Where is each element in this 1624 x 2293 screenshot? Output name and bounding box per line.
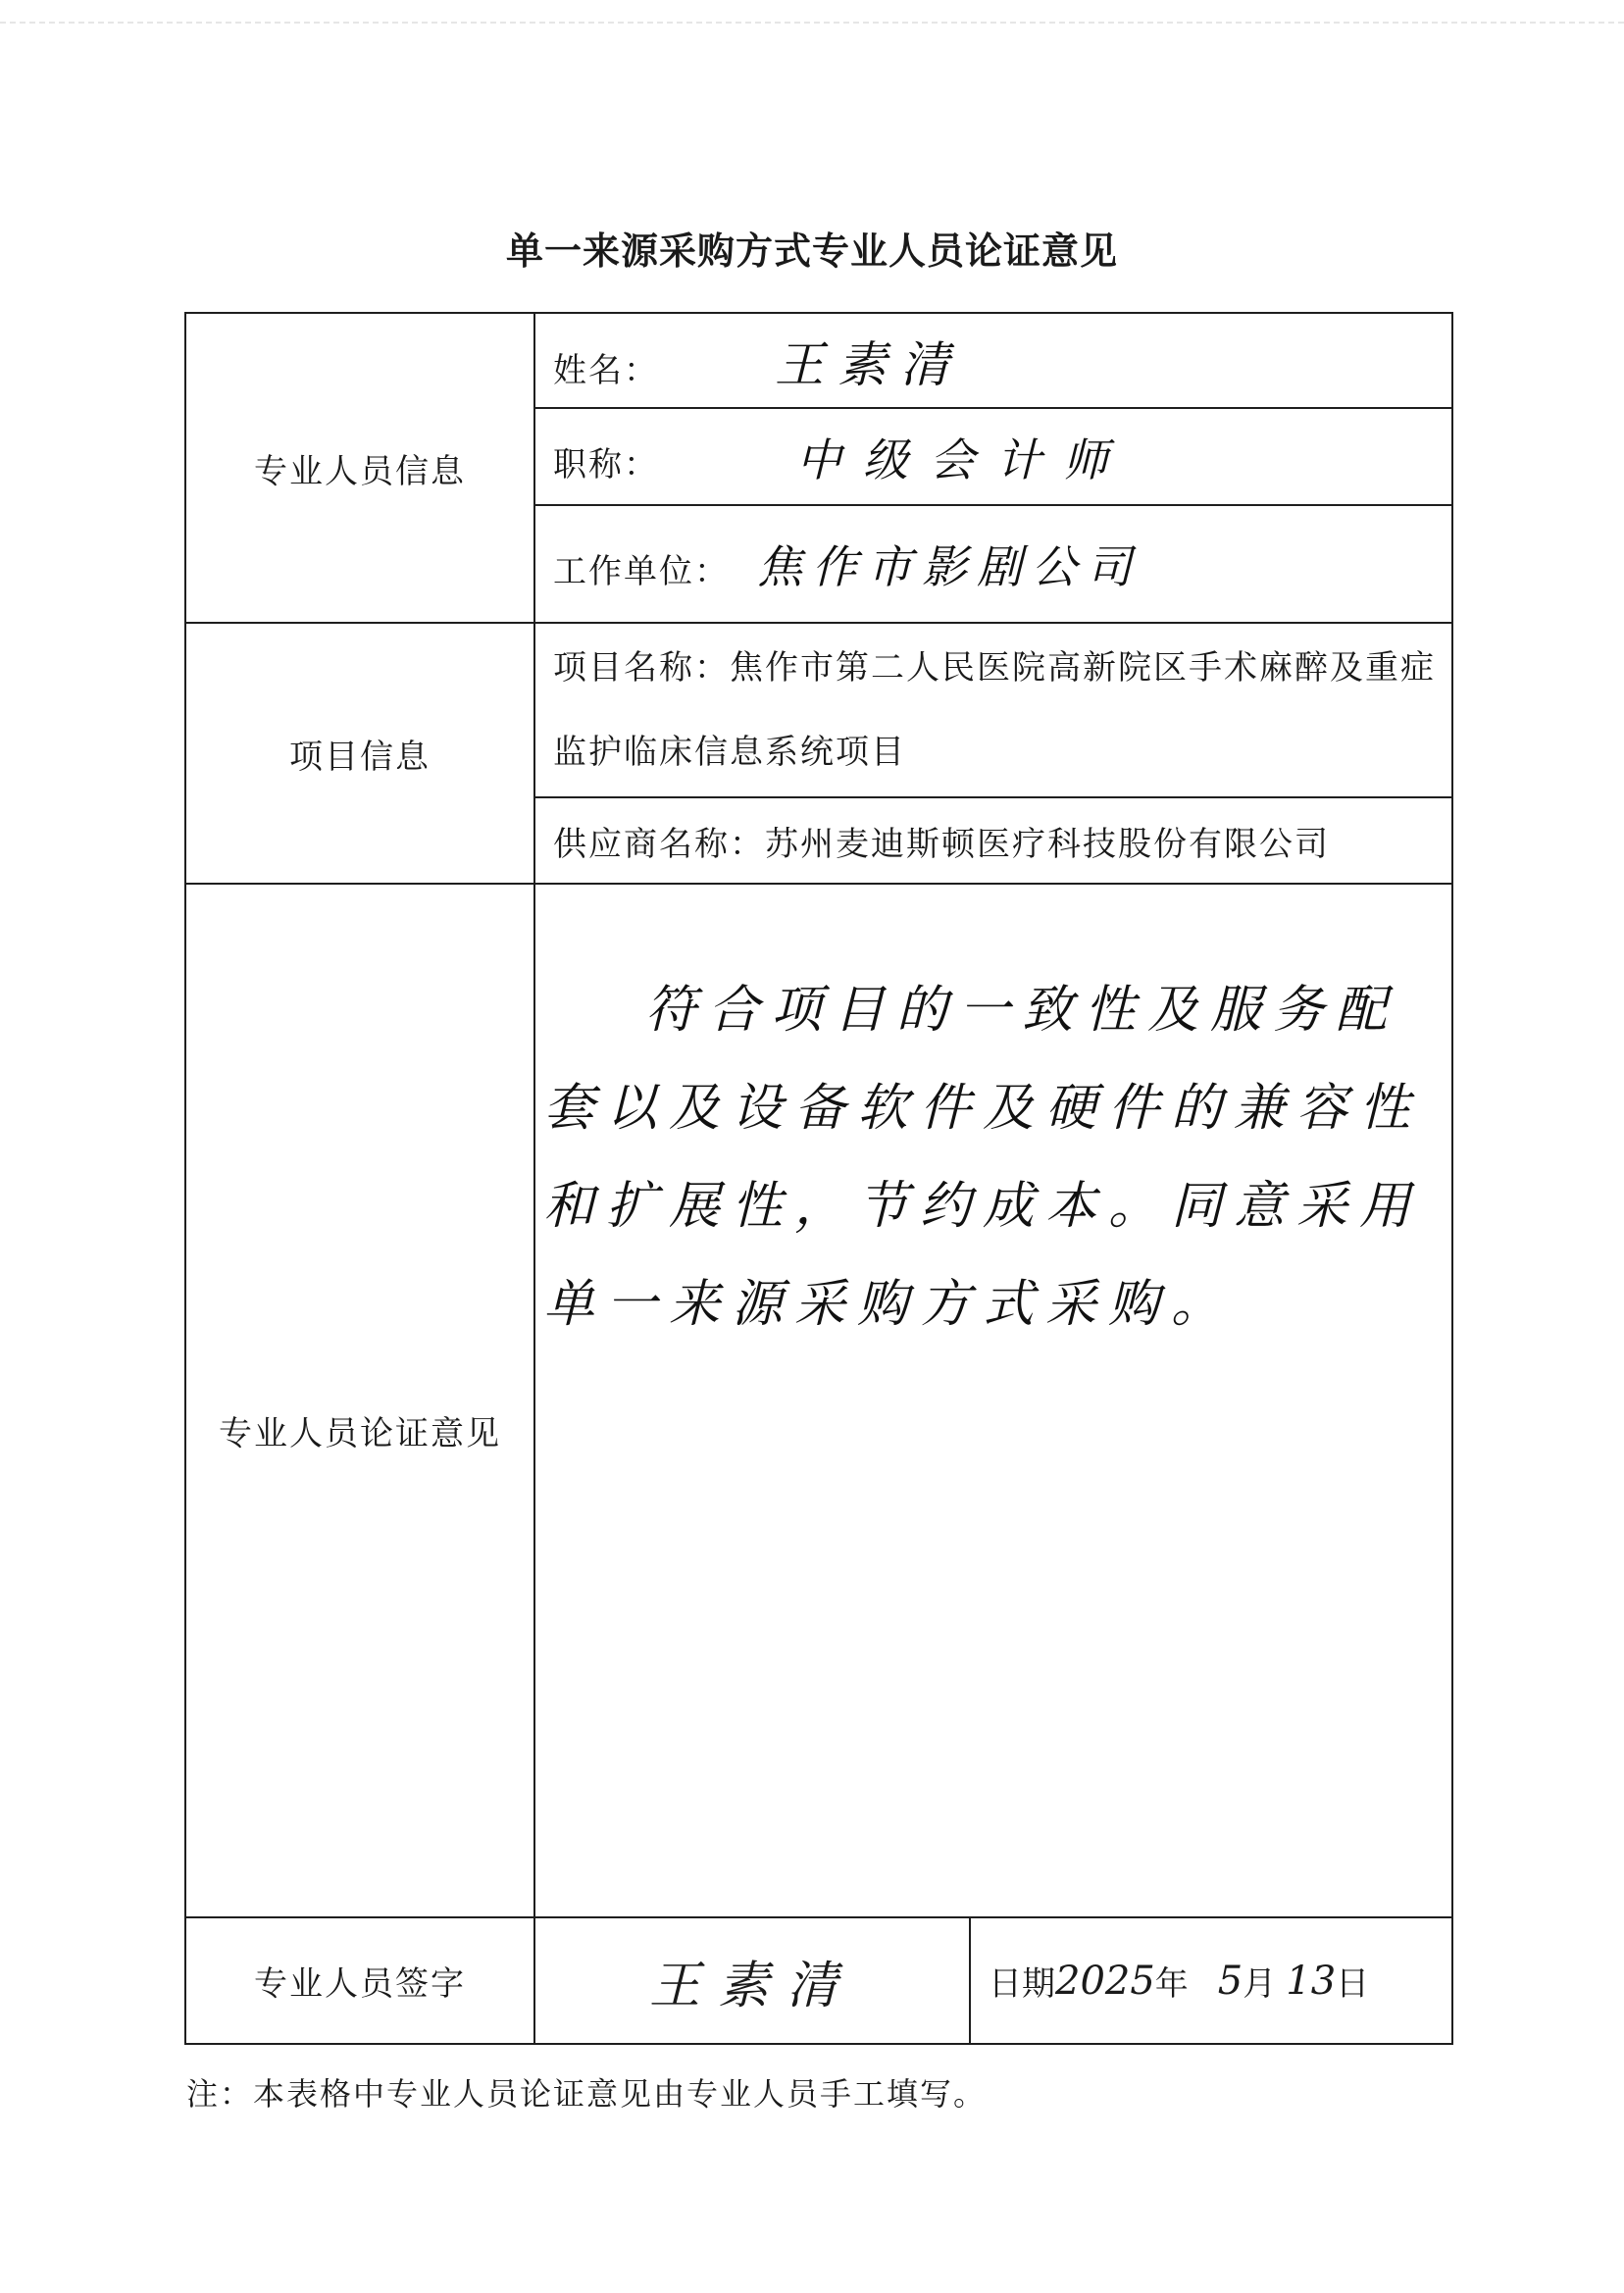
supplier-row — [534, 797, 1452, 884]
name-label: 姓名： — [553, 350, 659, 390]
page-top-rule — [0, 22, 1624, 24]
signature-name-cell — [535, 1918, 971, 2043]
employer-label: 工作单位： — [553, 552, 730, 591]
signature-label: 专业人员签字 — [185, 1917, 534, 2044]
form-table — [184, 312, 1453, 2045]
employer-row — [534, 505, 1452, 623]
name-value: 王素清 — [775, 335, 963, 393]
name-row — [534, 313, 1452, 408]
title-row — [534, 408, 1452, 505]
project-name-value: 焦作市第二人民医院高新院区手术麻醉及重症监护临床信息系统项目 — [553, 648, 1436, 772]
signature-name: 王素清 — [648, 1957, 855, 2015]
opinion-text: 符合项目的一致性及服务配套以及设备软件及硬件的兼容性和扩展性，节约成本。同意采用单一来源采购方式采购。 — [543, 981, 1423, 1334]
project-name-label: 项目名称： — [553, 648, 730, 688]
footnote: 注：本表格中专业人员论证意见由专业人员手工填写。 — [186, 2075, 988, 2113]
title-label: 职称： — [553, 444, 659, 484]
supplier-value: 苏州麦迪斯顿医疗科技股份有限公司 — [765, 824, 1330, 864]
title-value: 中级会计师 — [796, 433, 1130, 486]
date-day-unit: 日 — [1336, 1964, 1370, 2004]
signature-row — [534, 1917, 1452, 2044]
project-name-row — [534, 623, 1452, 797]
date-day: 13 — [1286, 1958, 1337, 2004]
supplier-label: 供应商名称： — [553, 824, 765, 864]
date-label: 日期 — [989, 1964, 1055, 2004]
opinion-label: 专业人员论证意见 — [185, 884, 534, 1917]
document-title: 单一来源采购方式专业人员论证意见 — [505, 229, 1118, 273]
date-year-unit: 年 — [1154, 1964, 1189, 2004]
opinion-cell — [534, 884, 1452, 1917]
employer-value: 焦作市影剧公司 — [757, 540, 1142, 593]
date-cell — [971, 1918, 1451, 2043]
date-year: 2025 — [1055, 1958, 1155, 2004]
project-info-label: 项目信息 — [185, 623, 534, 884]
professional-info-label: 专业人员信息 — [185, 313, 534, 623]
date-month-unit: 月 — [1243, 1964, 1277, 2004]
date-month: 5 — [1217, 1958, 1243, 2004]
